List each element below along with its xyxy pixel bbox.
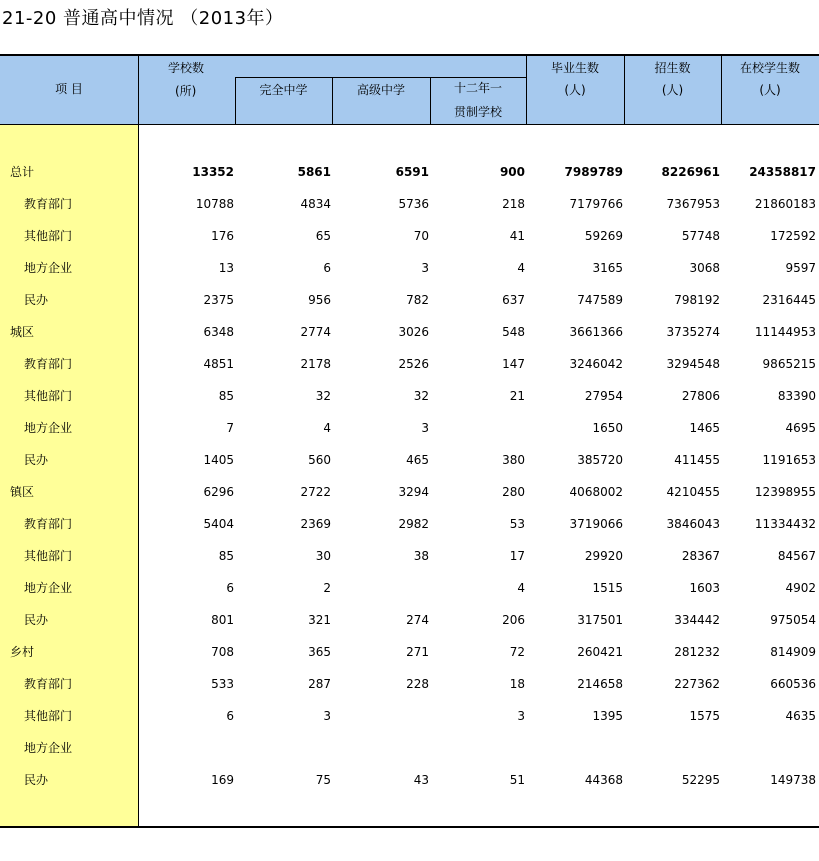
- table-row: [0, 162, 819, 182]
- table-row: [0, 354, 819, 374]
- table-cell: 176: [211, 229, 234, 243]
- table-cell: 29920: [584, 549, 623, 563]
- table-cell: 4635: [785, 709, 816, 723]
- table-cell: 6591: [395, 165, 429, 179]
- table-cell: 85: [218, 389, 234, 403]
- table-cell: 85: [218, 549, 234, 563]
- table-cell: 4: [517, 261, 525, 275]
- table-cell: 30: [315, 549, 331, 563]
- table-cell: 7: [226, 421, 234, 435]
- row-label: 民办: [24, 613, 49, 627]
- table-cell: 10788: [195, 197, 234, 211]
- table-cell: 5736: [398, 197, 429, 211]
- table-cell: 1650: [592, 421, 623, 435]
- table-cell: 5404: [203, 517, 234, 531]
- table-cell: 4695: [785, 421, 816, 435]
- row-label: 教育部门: [24, 517, 73, 531]
- table-row: [0, 226, 819, 246]
- table-cell: 3: [421, 261, 429, 275]
- table-cell: 227362: [674, 677, 720, 691]
- table-row: [0, 770, 819, 790]
- row-label: 镇区: [10, 485, 35, 499]
- table-cell: 9597: [785, 261, 816, 275]
- table-row: [0, 514, 819, 534]
- table-cell: 465: [406, 453, 429, 467]
- table-cell: 21860183: [754, 197, 816, 211]
- row-label: 地方企业: [24, 421, 73, 435]
- header-graduates: 毕业生数: [550, 61, 599, 75]
- header-school-count: 学校数: [168, 61, 205, 75]
- table-row: [0, 738, 819, 758]
- table-cell: 2178: [300, 357, 331, 371]
- table-cell: 149738: [770, 773, 816, 787]
- table-cell: 13352: [192, 165, 234, 179]
- table-cell: 57748: [681, 229, 720, 243]
- table-cell: 51: [509, 773, 525, 787]
- table-cell: 975054: [770, 613, 816, 627]
- table-cell: 1465: [689, 421, 720, 435]
- table-cell: 660536: [770, 677, 816, 691]
- table-row: [0, 418, 819, 438]
- table-cell: 3026: [398, 325, 429, 339]
- row-label: 教育部门: [24, 357, 73, 371]
- table-cell: 801: [211, 613, 234, 627]
- table-row: [0, 610, 819, 630]
- row-label: 总计: [10, 165, 35, 179]
- table-bottom-rule: [0, 826, 819, 828]
- table-cell: 3661366: [569, 325, 623, 339]
- table-cell: 317501: [577, 613, 623, 627]
- table-top-rule: [0, 54, 819, 56]
- table-cell: 380: [502, 453, 525, 467]
- table-cell: 533: [211, 677, 234, 691]
- table-cell: 172592: [770, 229, 816, 243]
- table-cell: 798192: [674, 293, 720, 307]
- row-label: 其他部门: [24, 229, 73, 243]
- row-label: 地方企业: [24, 261, 73, 275]
- table-cell: 4: [517, 581, 525, 595]
- table-cell: 5861: [297, 165, 331, 179]
- table-cell: 53: [509, 517, 525, 531]
- table-cell: 11334432: [754, 517, 816, 531]
- table-cell: 228: [406, 677, 429, 691]
- table-cell: 637: [502, 293, 525, 307]
- table-cell: 3: [517, 709, 525, 723]
- table-cell: 3719066: [569, 517, 623, 531]
- row-label: 其他部门: [24, 549, 73, 563]
- table-cell: 365: [308, 645, 331, 659]
- table-cell: 708: [211, 645, 234, 659]
- table-cell: 65: [315, 229, 331, 243]
- header-enrollment-unit: (人): [661, 83, 684, 97]
- row-label: 其他部门: [24, 709, 73, 723]
- header-in-school: 在校学生数: [739, 61, 800, 75]
- table-header-rule: [0, 124, 819, 125]
- table-row: [0, 706, 819, 726]
- table-cell: 4902: [785, 581, 816, 595]
- table-cell: 2375: [203, 293, 234, 307]
- table-cell: 7367953: [666, 197, 720, 211]
- table-cell: 6: [226, 581, 234, 595]
- table-cell: 2: [323, 581, 331, 595]
- row-label: 教育部门: [24, 677, 73, 691]
- row-label: 其他部门: [24, 389, 73, 403]
- table-cell: 4210455: [666, 485, 720, 499]
- table-cell: 271: [406, 645, 429, 659]
- table-cell: 38: [413, 549, 429, 563]
- table-cell: 281232: [674, 645, 720, 659]
- table-cell: 27954: [584, 389, 623, 403]
- table-row: [0, 450, 819, 470]
- header-senior-school: 高级中学: [356, 83, 405, 97]
- header-twelve-year-line2: 贯制学校: [453, 105, 502, 119]
- table-cell: 21: [509, 389, 525, 403]
- table-cell: 782: [406, 293, 429, 307]
- table-row: [0, 386, 819, 406]
- table-cell: 4: [323, 421, 331, 435]
- page-title: 21-20 普通高中情况 （2013年）: [2, 8, 284, 29]
- table-cell: 28367: [681, 549, 720, 563]
- row-label: 民办: [24, 773, 49, 787]
- table-cell: 8226961: [661, 165, 720, 179]
- table-cell: 147: [502, 357, 525, 371]
- table-row: [0, 578, 819, 598]
- table-cell: 41: [509, 229, 525, 243]
- table-cell: 13: [218, 261, 234, 275]
- table-cell: 9865215: [762, 357, 816, 371]
- table-cell: 814909: [770, 645, 816, 659]
- table-row: [0, 642, 819, 662]
- table-cell: 1603: [689, 581, 720, 595]
- table-cell: 7989789: [564, 165, 623, 179]
- table-cell: 260421: [577, 645, 623, 659]
- row-label: 地方企业: [24, 581, 73, 595]
- table-cell: 6: [226, 709, 234, 723]
- header-complete-school: 完全中学: [259, 83, 308, 97]
- table-cell: 6348: [203, 325, 234, 339]
- table-cell: 84567: [777, 549, 816, 563]
- table-cell: 4068002: [569, 485, 623, 499]
- table-cell: 1515: [592, 581, 623, 595]
- table-row: [0, 322, 819, 342]
- table-cell: 6296: [203, 485, 234, 499]
- statistics-table: [0, 54, 819, 829]
- row-label: 民办: [24, 293, 49, 307]
- table-cell: 3: [323, 709, 331, 723]
- table-cell: 2316445: [762, 293, 816, 307]
- table-row: [0, 482, 819, 502]
- table-cell: 59269: [584, 229, 623, 243]
- table-cell: 2722: [300, 485, 331, 499]
- table-cell: 214658: [577, 677, 623, 691]
- header-in-school-unit: (人): [759, 83, 781, 97]
- table-cell: 72: [509, 645, 525, 659]
- table-cell: 1405: [203, 453, 234, 467]
- table-cell: 52295: [681, 773, 720, 787]
- row-label: 地方企业: [24, 741, 73, 755]
- table-cell: 3165: [592, 261, 623, 275]
- table-cell: 321: [308, 613, 331, 627]
- table-row: [0, 194, 819, 214]
- table-cell: 548: [502, 325, 525, 339]
- table-cell: 17: [509, 549, 525, 563]
- table-cell: 3294: [398, 485, 429, 499]
- table-row: [0, 290, 819, 310]
- table-cell: 4834: [300, 197, 331, 211]
- table-cell: 3735274: [666, 325, 720, 339]
- table-cell: 18: [509, 677, 525, 691]
- header-school-count-unit: (所): [175, 84, 197, 98]
- table-cell: 6: [323, 261, 331, 275]
- table-row: [0, 546, 819, 566]
- table-cell: 4851: [203, 357, 234, 371]
- row-label: 民办: [24, 453, 49, 467]
- table-cell: 7179766: [569, 197, 623, 211]
- row-label: 教育部门: [24, 197, 73, 211]
- table-cell: 2982: [398, 517, 429, 531]
- table-row: [0, 258, 819, 278]
- row-label: 城区: [10, 325, 35, 339]
- table-cell: 218: [502, 197, 525, 211]
- table-cell: 1575: [689, 709, 720, 723]
- table-cell: 43: [413, 773, 429, 787]
- header-group-rule: [235, 77, 526, 78]
- table-cell: 287: [308, 677, 331, 691]
- table-cell: 12398955: [754, 485, 816, 499]
- table-cell: 385720: [577, 453, 623, 467]
- table-cell: 32: [315, 389, 331, 403]
- table-cell: 411455: [674, 453, 720, 467]
- table-row: [0, 674, 819, 694]
- table-cell: 274: [406, 613, 429, 627]
- table-cell: 956: [308, 293, 331, 307]
- table-cell: 27806: [681, 389, 720, 403]
- table-cell: 11144953: [754, 325, 816, 339]
- table-cell: 560: [308, 453, 331, 467]
- table-cell: 206: [502, 613, 525, 627]
- table-cell: 32: [413, 389, 429, 403]
- table-cell: 24358817: [749, 165, 816, 179]
- row-label: 乡村: [10, 645, 35, 659]
- table-cell: 75: [315, 773, 331, 787]
- table-cell: 3: [421, 421, 429, 435]
- table-cell: 83390: [777, 389, 816, 403]
- table-cell: 2526: [398, 357, 429, 371]
- table-cell: 3294548: [666, 357, 720, 371]
- table-cell: 70: [413, 229, 429, 243]
- table-cell: 3846043: [666, 517, 720, 531]
- table-cell: 900: [499, 165, 525, 179]
- table-cell: 1395: [592, 709, 623, 723]
- table-cell: 334442: [674, 613, 720, 627]
- header-item: 项 目: [55, 82, 83, 96]
- table-cell: 2774: [300, 325, 331, 339]
- table-cell: 44368: [584, 773, 623, 787]
- table-cell: 169: [211, 773, 234, 787]
- table-cell: 280: [502, 485, 525, 499]
- table-cell: 747589: [577, 293, 623, 307]
- table-cell: 1191653: [762, 453, 816, 467]
- header-twelve-year-line1: 十二年一: [453, 81, 502, 95]
- header-enrollment: 招生数: [654, 61, 691, 75]
- table-cell: 3068: [689, 261, 720, 275]
- table-cell: 2369: [300, 517, 331, 531]
- table-cell: 3246042: [569, 357, 623, 371]
- header-graduates-unit: (人): [564, 83, 586, 97]
